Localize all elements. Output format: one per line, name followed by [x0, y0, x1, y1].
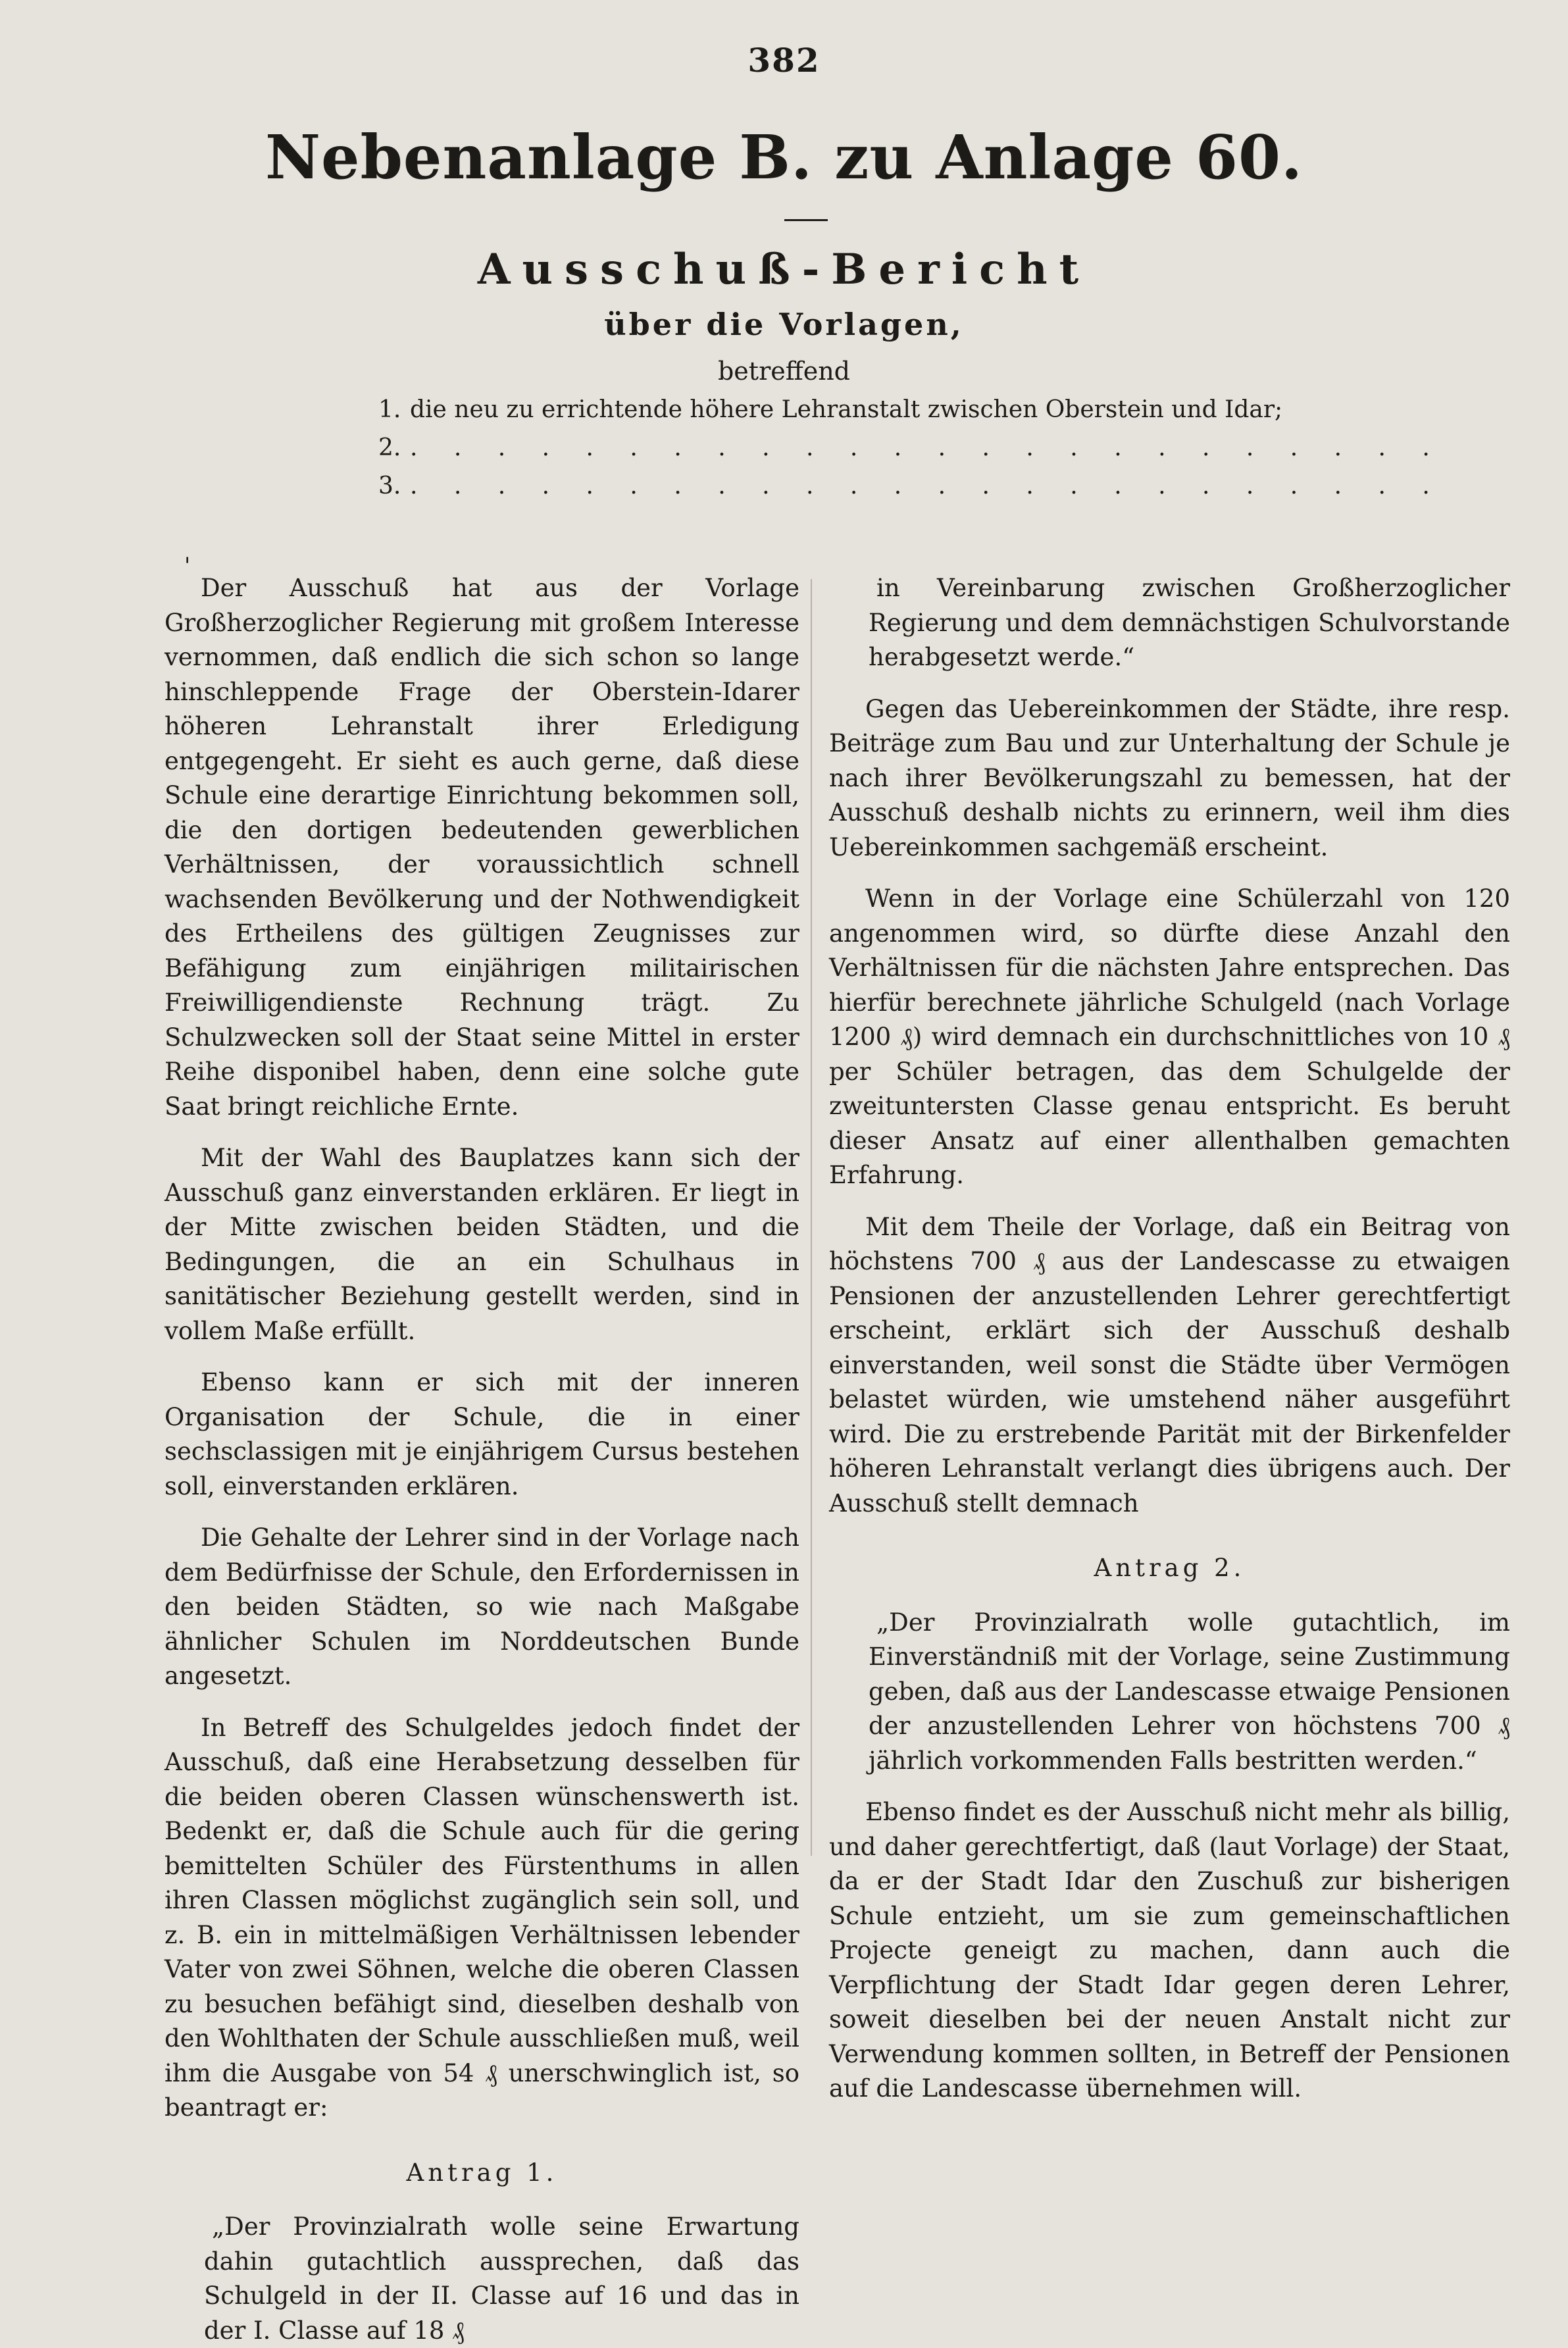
betreffend-label: betreffend: [717, 357, 851, 386]
title-rule: [784, 219, 828, 221]
agenda-item-dots: . . . . . . . . . . . . . . . . . . . . . . . .: [410, 434, 1444, 461]
antrag-heading: Antrag 1.: [406, 2158, 558, 2187]
right-column: [829, 571, 1510, 2106]
paragraph: Ebenso kann er sich mit der inneren Organisation der Schule, die in einer sechsclassigen mit je einjährigem Cursus bestehen soll, einverstanden erklären.: [164, 1368, 799, 1500]
agenda-item-number: 3.: [378, 472, 401, 499]
column-divider: [811, 579, 812, 1856]
report-heading: Ausschuß-Bericht: [477, 245, 1091, 294]
paragraph: Mit dem Theile der Vorlage, daß ein Beitrag von höchstens 700 ₰ aus der Landescasse zu etwaigen Pensionen der anzustellenden Lehrer gerechtfertigt erscheint, erklärt sich der Ausschuß deshalb einverstanden, weil sonst die Städte über Vermögen belastet würden, wie umstehend näher ausgeführt wird. Die zu erstrebende Parität mit der Birkenfelder höheren Lehranstalt verlangt dies übrigens auch. Der Ausschuß stellt demnach: [829, 1212, 1510, 1518]
margin-mark: ': [184, 553, 191, 579]
agenda-item-1: [378, 396, 1282, 423]
agenda-item-dots: . . . . . . . . . . . . . . . . . . . . . . . .: [410, 472, 1444, 499]
report-subheading: über die Vorlagen,: [604, 307, 964, 342]
paragraph: Wenn in der Vorlage eine Schülerzahl von 120 angenommen wird, so dürfte diese Anzahl den Verhältnissen für die nächsten Jahre entsprechen. Das hierfür berechnete jährliche Schulgeld (nach Vorlage 1200 ₰) wird demnach ein durchschnittliches von 10 ₰ per Schüler betragen, das dem Schulgelde der zweituntersten Classe genau entspricht. Es beruht dieser Ansatz auf einer allenthalben gemachten Erfahrung.: [829, 884, 1510, 1189]
paragraph: Die Gehalte der Lehrer sind in der Vorlage nach dem Bedürfnisse der Schule, den Erfordernissen in den beiden Städten, so wie nach Maßgabe ähnlicher Schulen im Norddeutschen Bunde angesetzt.: [164, 1523, 799, 1690]
agenda-item-text: die neu zu errichtende höhere Lehranstalt zwischen Oberstein und Idar;: [410, 396, 1283, 423]
left-column: [164, 571, 799, 2348]
paragraph: Ebenso findet es der Ausschuß nicht mehr als billig, und daher gerechtfertigt, daß (laut Vorlage) der Staat, da er der Stadt Idar den Zuschuß zur bisherigen Schule entzieht, um sie zum gemeinschaftlichen Projecte geneigt zu machen, dann auch die Verpflichtung der Stadt Idar gegen deren Lehrer, soweit dieselben bei der neuen Anstalt nicht zur Verwendung kommen sollten, in Betreff der Pensionen auf die Landescasse übernehmen will.: [829, 1798, 1510, 2103]
paragraph: Gegen das Uebereinkommen der Städte, ihre resp. Beiträge zum Bau und zur Unterhaltung der Schule je nach ihrer Bevölkerungszahl zu bemessen, hat der Ausschuß deshalb nichts zu erinnern, weil ihm dies Uebereinkommen sachgemäß erscheint.: [829, 694, 1510, 861]
agenda-item-number: 1.: [378, 396, 401, 423]
paragraph: Mit der Wahl des Bauplatzes kann sich der Ausschuß ganz einverstanden erklären. Er liegt in der Mitte zwischen beiden Städten, und die Bedingungen, die an ein Schulhaus in sanitätischer Beziehung gestellt werden, sind in vollem Maße erfüllt.: [164, 1144, 799, 1345]
paragraph: In Betreff des Schulgeldes jedoch findet der Ausschuß, daß eine Herabsetzung desselben für die beiden oberen Classen wünschenswerth ist. Bedenkt er, daß die Schule auch für die gering bemittelten Schüler des Fürstenthums in allen ihren Classen möglichst zugänglich sein soll, und z. B. ein in mittelmäßigen Verhältnissen lebender Vater von zwei Söhnen, welche die oberen Classen zu besuchen befähigt sind, dieselben deshalb von den Wohlthaten der Schule ausschließen muß, weil ihm die Ausgabe von 54 ₰ unerschwinglich ist, so beantragt er:: [164, 1713, 799, 2122]
agenda-item-2: [378, 434, 1444, 461]
antrag-heading: Antrag 2.: [1094, 1554, 1246, 1582]
antrag-quote-continued: in Vereinbarung zwischen Großherzoglicher Regierung und dem demnächstigen Schulvorstande herabgesetzt werde.“: [869, 574, 1510, 671]
antrag-quote: „Der Provinzialrath wolle seine Erwartung dahin gutachtlich aussprechen, daß das Schulgeld in der II. Classe auf 16 und das in der I. Classe auf 18 ₰: [204, 2212, 799, 2345]
document-title: Nebenanlage B. zu Anlage 60.: [265, 122, 1303, 193]
antrag-quote: „Der Provinzialrath wolle gutachtlich, im Einverständniß mit der Vorlage, seine Zustimmung geben, daß aus der Landescasse etwaige Pensionen der anzustellenden Lehrer von höchstens 700 ₰ jährlich vorkommenden Falls bestritten werden.“: [869, 1608, 1510, 1775]
page-number: 382: [747, 41, 821, 80]
paragraph: Der Ausschuß hat aus der Vorlage Großherzoglicher Regierung mit großem Interesse vernommen, daß endlich die sich schon so lange hinschleppende Frage der Oberstein-Idarer höheren Lehranstalt ihrer Erledigung entgegengeht. Er sieht es auch gerne, daß diese Schule eine derartige Einrichtung bekommen soll, die den dortigen bedeutenden gewerblichen Verhältnissen, der voraussichtlich schnell wachsenden Bevölkerung und der Nothwendigkeit des Ertheilens des gültigen Zeugnisses zur Befähigung zum einjährigen militairischen Freiwilligendienste Rechnung trägt. Zu Schulzwecken soll der Staat seine Mittel in erster Reihe disponibel haben, denn eine solche gute Saat bringt reichliche Ernte.: [164, 574, 799, 1121]
agenda-item-3: [378, 472, 1444, 499]
agenda-item-number: 2.: [378, 434, 401, 461]
